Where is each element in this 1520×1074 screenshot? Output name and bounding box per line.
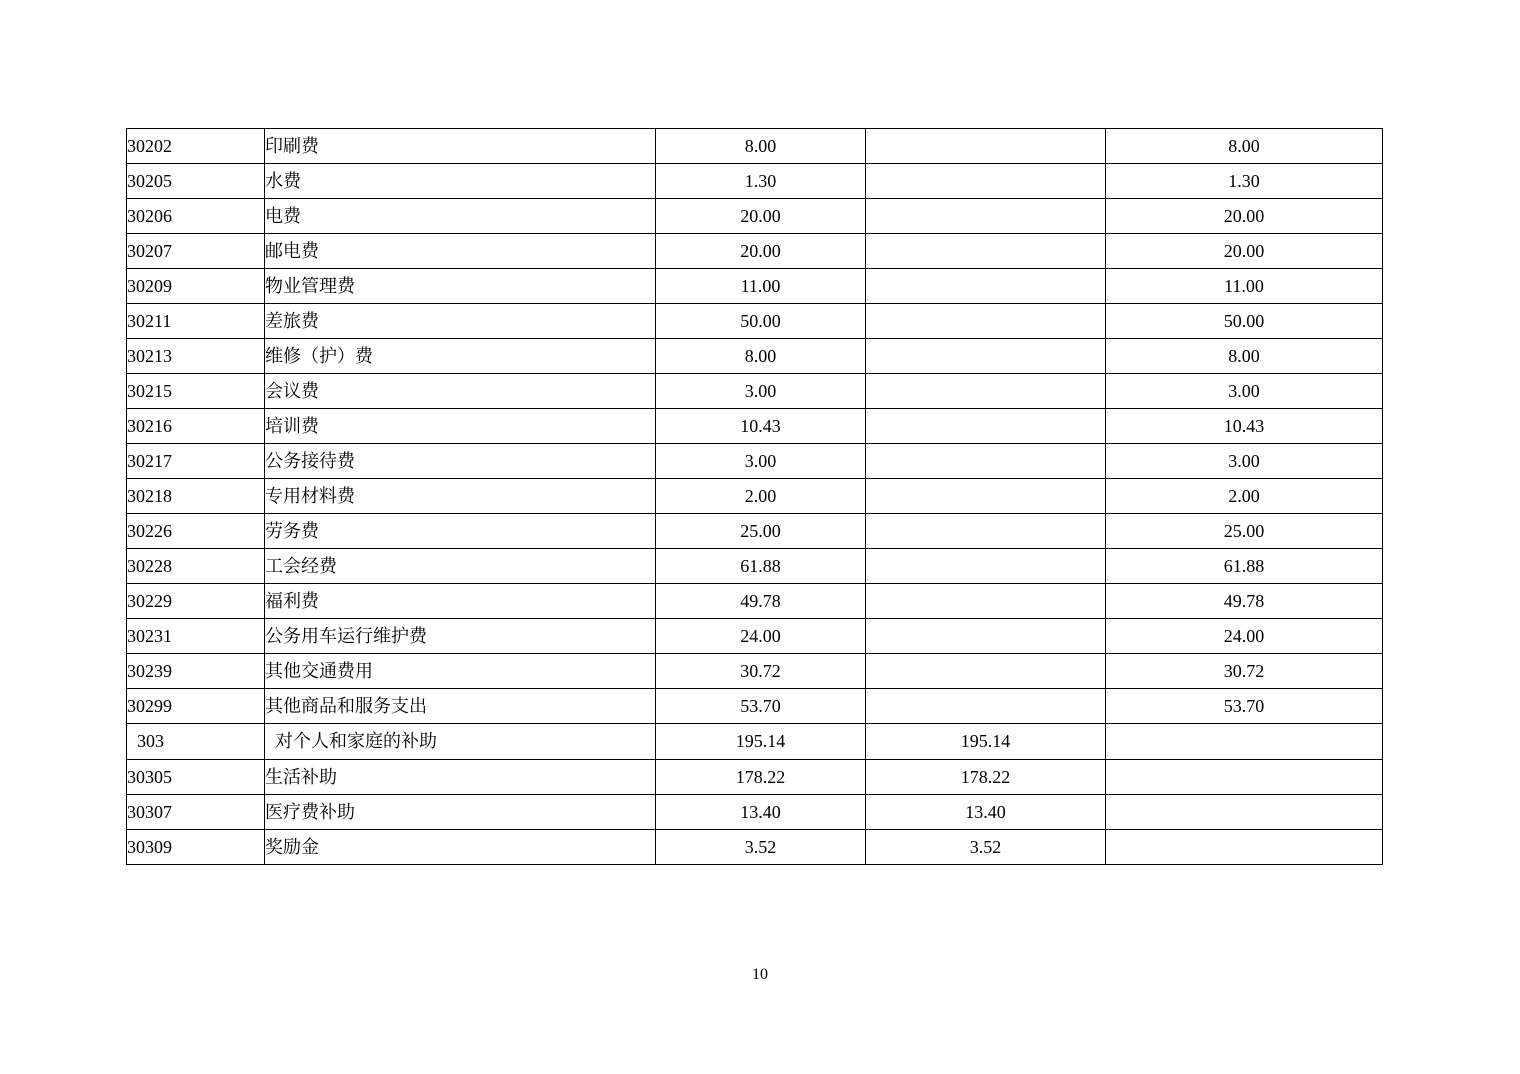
cell-total: 8.00 <box>656 129 866 164</box>
cell-total: 11.00 <box>656 269 866 304</box>
page-number: 10 <box>752 966 768 983</box>
table-row <box>127 689 1383 724</box>
cell-name: 公务接待费 <box>265 444 656 479</box>
cell-basic <box>866 549 1106 584</box>
cell-code: 30229 <box>127 584 265 619</box>
cell-project: 25.00 <box>1106 514 1383 549</box>
cell-total: 61.88 <box>656 549 866 584</box>
cell-name: 医疗费补助 <box>265 795 656 830</box>
cell-basic <box>866 584 1106 619</box>
cell-project: 10.43 <box>1106 409 1383 444</box>
expenditure-table <box>126 128 1383 865</box>
cell-basic <box>866 339 1106 374</box>
cell-basic <box>866 689 1106 724</box>
cell-code: 30213 <box>127 339 265 374</box>
cell-name: 差旅费 <box>265 304 656 339</box>
cell-project: 1.30 <box>1106 164 1383 199</box>
cell-name: 其他商品和服务支出 <box>265 689 656 724</box>
cell-total: 10.43 <box>656 409 866 444</box>
cell-basic: 3.52 <box>866 830 1106 865</box>
cell-basic: 178.22 <box>866 760 1106 795</box>
cell-project <box>1106 795 1383 830</box>
cell-basic: 13.40 <box>866 795 1106 830</box>
cell-name: 工会经费 <box>265 549 656 584</box>
cell-basic <box>866 654 1106 689</box>
table-row <box>127 479 1383 514</box>
cell-name: 福利费 <box>265 584 656 619</box>
cell-code: 30218 <box>127 479 265 514</box>
table-row <box>127 514 1383 549</box>
cell-code: 30205 <box>127 164 265 199</box>
table-row <box>127 304 1383 339</box>
cell-name: 水费 <box>265 164 656 199</box>
cell-project <box>1106 724 1383 760</box>
cell-total: 8.00 <box>656 339 866 374</box>
table-row <box>127 374 1383 409</box>
cell-project: 24.00 <box>1106 619 1383 654</box>
cell-project: 3.00 <box>1106 444 1383 479</box>
cell-total: 13.40 <box>656 795 866 830</box>
cell-basic <box>866 199 1106 234</box>
cell-name: 印刷费 <box>265 129 656 164</box>
table-row <box>127 269 1383 304</box>
cell-total: 2.00 <box>656 479 866 514</box>
cell-basic <box>866 479 1106 514</box>
cell-code: 303 <box>127 724 265 760</box>
cell-name: 邮电费 <box>265 234 656 269</box>
cell-project: 20.00 <box>1106 199 1383 234</box>
cell-project: 53.70 <box>1106 689 1383 724</box>
cell-code: 30211 <box>127 304 265 339</box>
cell-total: 178.22 <box>656 760 866 795</box>
cell-code: 30226 <box>127 514 265 549</box>
cell-total: 49.78 <box>656 584 866 619</box>
table-body <box>127 129 1383 865</box>
cell-project <box>1106 830 1383 865</box>
cell-code: 30305 <box>127 760 265 795</box>
cell-name: 生活补助 <box>265 760 656 795</box>
cell-name: 奖励金 <box>265 830 656 865</box>
cell-project <box>1106 760 1383 795</box>
cell-basic <box>866 164 1106 199</box>
cell-total: 30.72 <box>656 654 866 689</box>
cell-project: 61.88 <box>1106 549 1383 584</box>
table-row-category <box>127 724 1383 760</box>
cell-total: 53.70 <box>656 689 866 724</box>
cell-name: 劳务费 <box>265 514 656 549</box>
table-row <box>127 234 1383 269</box>
cell-basic <box>866 234 1106 269</box>
cell-basic <box>866 304 1106 339</box>
cell-basic <box>866 514 1106 549</box>
cell-code: 30239 <box>127 654 265 689</box>
cell-project: 8.00 <box>1106 339 1383 374</box>
table-row <box>127 199 1383 234</box>
table-row <box>127 619 1383 654</box>
cell-project: 3.00 <box>1106 374 1383 409</box>
cell-basic <box>866 619 1106 654</box>
cell-code: 30216 <box>127 409 265 444</box>
table-row <box>127 830 1383 865</box>
cell-project: 8.00 <box>1106 129 1383 164</box>
cell-code: 30228 <box>127 549 265 584</box>
cell-code: 30206 <box>127 199 265 234</box>
table-row <box>127 584 1383 619</box>
table-row <box>127 760 1383 795</box>
cell-total: 24.00 <box>656 619 866 654</box>
cell-name: 培训费 <box>265 409 656 444</box>
cell-project: 11.00 <box>1106 269 1383 304</box>
cell-code: 30307 <box>127 795 265 830</box>
cell-total: 3.52 <box>656 830 866 865</box>
table-row <box>127 654 1383 689</box>
cell-code: 30299 <box>127 689 265 724</box>
cell-code: 30215 <box>127 374 265 409</box>
cell-basic <box>866 409 1106 444</box>
cell-total: 50.00 <box>656 304 866 339</box>
cell-name: 其他交通费用 <box>265 654 656 689</box>
cell-basic <box>866 444 1106 479</box>
table-row <box>127 409 1383 444</box>
cell-code: 30209 <box>127 269 265 304</box>
cell-basic <box>866 269 1106 304</box>
cell-code: 30309 <box>127 830 265 865</box>
cell-name: 物业管理费 <box>265 269 656 304</box>
cell-total: 20.00 <box>656 234 866 269</box>
table-row <box>127 549 1383 584</box>
table-row <box>127 129 1383 164</box>
table-row <box>127 164 1383 199</box>
cell-name: 专用材料费 <box>265 479 656 514</box>
cell-name: 公务用车运行维护费 <box>265 619 656 654</box>
table-row <box>127 339 1383 374</box>
cell-total: 20.00 <box>656 199 866 234</box>
cell-total: 25.00 <box>656 514 866 549</box>
cell-total: 3.00 <box>656 374 866 409</box>
cell-code: 30217 <box>127 444 265 479</box>
cell-project: 2.00 <box>1106 479 1383 514</box>
cell-project: 49.78 <box>1106 584 1383 619</box>
table-row <box>127 444 1383 479</box>
cell-code: 30231 <box>127 619 265 654</box>
cell-project: 50.00 <box>1106 304 1383 339</box>
cell-name: 维修（护）费 <box>265 339 656 374</box>
cell-total: 195.14 <box>656 724 866 760</box>
cell-project: 30.72 <box>1106 654 1383 689</box>
table-row <box>127 795 1383 830</box>
cell-project: 20.00 <box>1106 234 1383 269</box>
cell-name: 会议费 <box>265 374 656 409</box>
cell-basic: 195.14 <box>866 724 1106 760</box>
cell-name: 对个人和家庭的补助 <box>265 724 656 760</box>
cell-code: 30207 <box>127 234 265 269</box>
cell-basic <box>866 129 1106 164</box>
cell-basic <box>866 374 1106 409</box>
cell-total: 1.30 <box>656 164 866 199</box>
cell-total: 3.00 <box>656 444 866 479</box>
cell-name: 电费 <box>265 199 656 234</box>
cell-code: 30202 <box>127 129 265 164</box>
